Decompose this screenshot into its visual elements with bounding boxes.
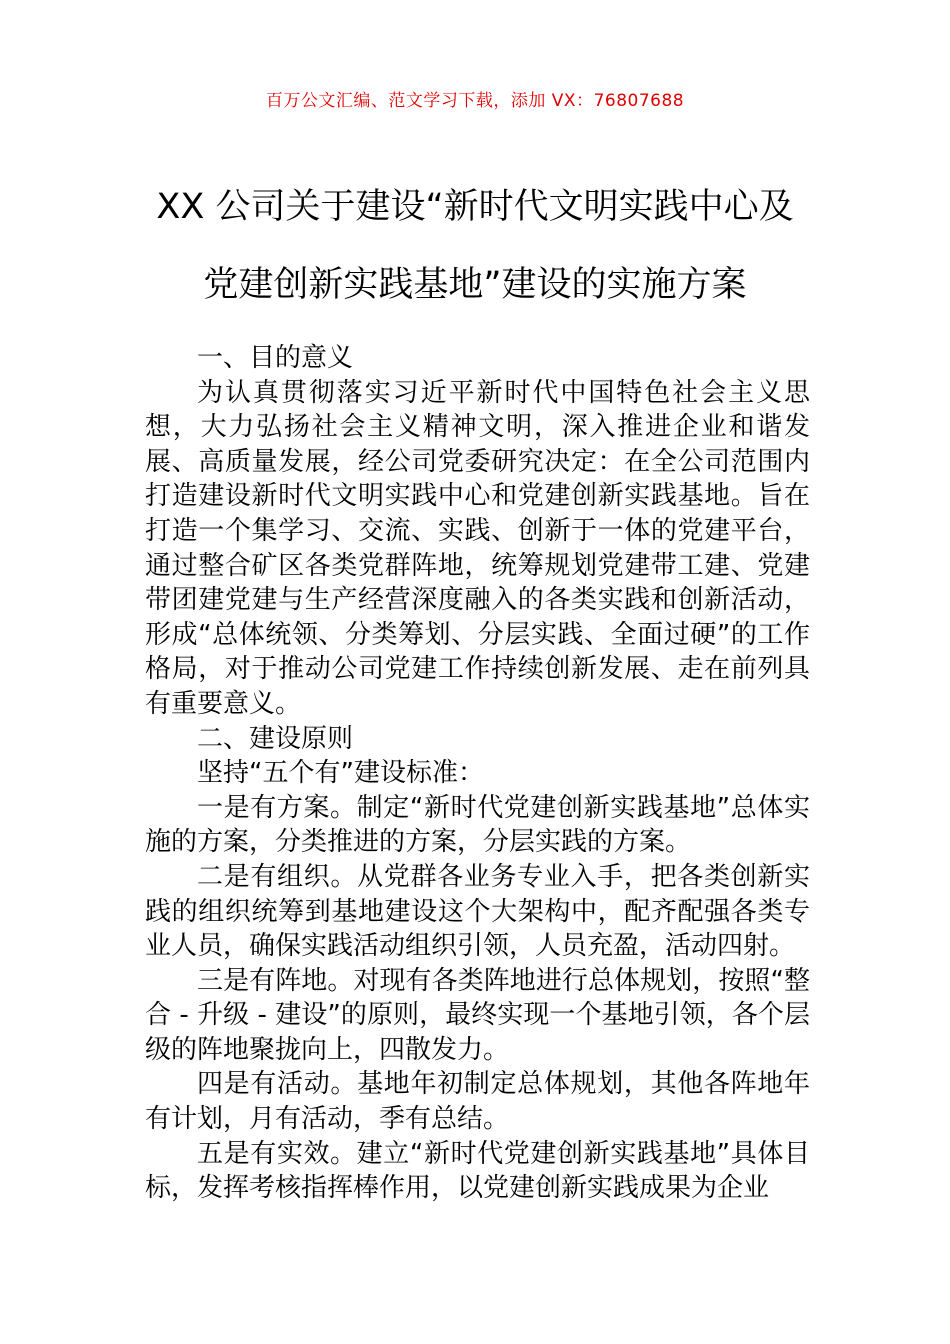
paragraph-item-plan: 一是有方案。制定“新时代党建创新实践基地”总体实施的方案，分类推进的方案，分层实践的方案。 — [145, 792, 810, 858]
paragraph-item-results: 五是有实效。建立“新时代党建创新实践基地”具体目标，发挥考核指挥棒作用，以党建创新实践成果为企业 — [145, 1138, 810, 1204]
watermark-banner: 百万公文汇编、范文学习下载，添加 VX：76807688 — [265, 91, 685, 111]
section-heading-purpose: 一、目的意义 — [197, 343, 354, 373]
paragraph-item-venue: 三是有阵地。对现有各类阵地进行总体规划，按照“整合 - 升级 - 建设”的原则，最终实现一个基地引领，各个层级的阵地聚拢向上，四散发力。 — [145, 965, 810, 1065]
paragraph-item-activities: 四是有活动。基地年初制定总体规划，其他各阵地年有计划，月有活动，季有总结。 — [145, 1069, 810, 1135]
document-title — [60, 168, 890, 324]
paragraph-item-organization: 二是有组织。从党群各业务专业入手，把各类创新实践的组织统筹到基地建设这个大架构中，配齐配强各类专业人员，确保实践活动组织引领，人员充盈，活动四射。 — [145, 861, 810, 962]
section-heading-principles: 二、建设原则 — [197, 723, 354, 754]
title-line-1: XX 公司关于建设“新时代文明实践中心及 — [156, 187, 794, 227]
paragraph-purpose: 为认真贯彻落实习近平新时代中国特色社会主义思想，大力弘扬社会主义精神文明，深入推进企业和谐发展、高质量发展，经公司党委研究决定：在全公司范围内打造建设新时代文明实践中心和党建创新实践基地。旨在打造一个集学习、交流、实践、创新于一体的党建平台，通过整合矿区各类党群阵地，统筹规划党建带工建、党建带团建党建与生产经营深度融入的各类实践和创新活动，形成“总体统领、分类筹划、分层实践、全面过硬”的工作格局，对于推动公司党建工作持续创新发展、走在前列具有重要意义。 — [145, 377, 810, 719]
paragraph-standards-intro: 坚持“五个有”建设标准： — [197, 758, 484, 789]
title-line-2: 党建创新实践基地”建设的实施方案 — [203, 265, 747, 305]
document-body — [145, 341, 810, 1206]
